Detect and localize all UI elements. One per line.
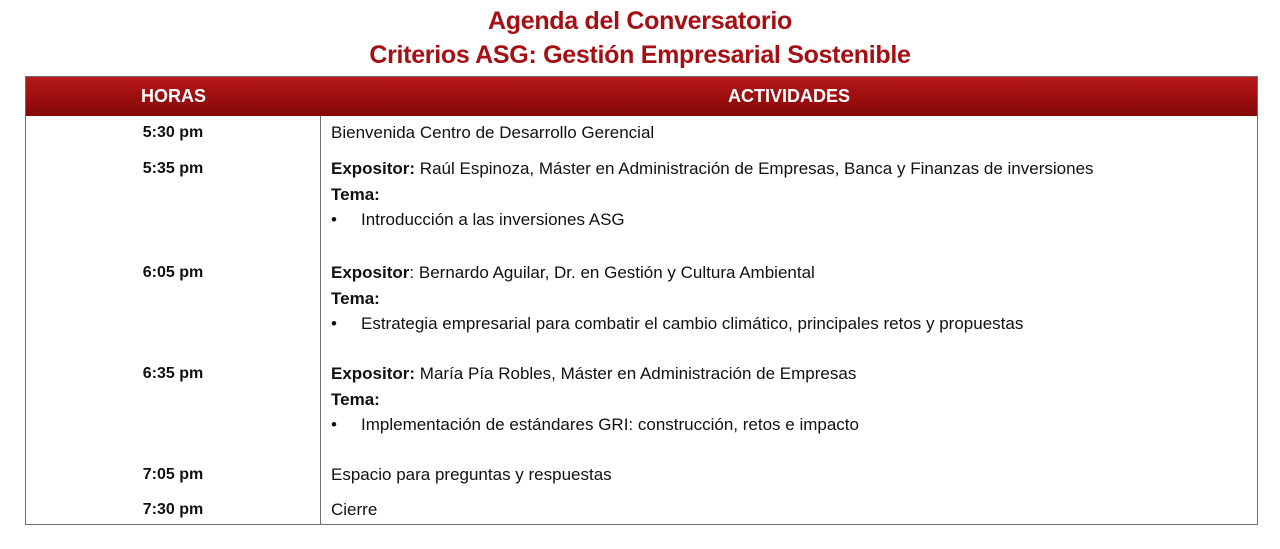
row-time: 6:05 pm: [142, 264, 204, 281]
row-activity: Cierre: [331, 500, 378, 519]
row-expositor: [331, 158, 1094, 180]
header-actividades: ACTIVIDADES: [727, 86, 850, 106]
expositor-label: Expositor:: [331, 364, 416, 383]
expositor-label: Expositor:: [331, 159, 416, 178]
header-horas: HORAS: [140, 86, 206, 106]
tema-text: Estrategia empresarial para combatir el cambio climático, principales retos y propuestas: [361, 314, 1024, 333]
bullet-icon: •: [331, 415, 337, 434]
bullet-icon: •: [331, 314, 337, 333]
column-divider: [320, 116, 321, 524]
tema-label: Tema:: [331, 289, 380, 308]
expositor-separator: :: [409, 263, 415, 282]
row-time: 6:35 pm: [142, 365, 204, 382]
expositor-name: Bernardo Aguilar, Dr. en Gestión y Cultura Ambiental: [418, 263, 815, 282]
table-header: [26, 77, 1257, 116]
row-activity: Espacio para preguntas y respuestas: [331, 465, 612, 484]
bullet-icon: •: [331, 210, 337, 229]
row-time: 5:35 pm: [142, 160, 204, 177]
expositor-label: Expositor: [331, 263, 410, 282]
tema-text: Introducción a las inversiones ASG: [361, 210, 625, 229]
agenda-title: Agenda del Conversatorio: [488, 7, 792, 35]
agenda-subtitle: Criterios ASG: Gestión Empresarial Sostenible: [369, 41, 911, 69]
row-expositor: [331, 363, 856, 385]
tema-text: Implementación de estándares GRI: construcción, retos e impacto: [361, 415, 859, 434]
row-time: 5:30 pm: [142, 124, 204, 141]
row-tema: [331, 389, 380, 411]
row-tema: [331, 288, 380, 310]
row-expositor: [331, 262, 815, 284]
expositor-name: Raúl Espinoza, Máster en Administración de Empresas, Banca y Finanzas de inversiones: [419, 159, 1094, 178]
row-time: 7:05 pm: [142, 466, 204, 483]
row-activity: Bienvenida Centro de Desarrollo Gerencial: [331, 123, 655, 142]
agenda-table: [25, 76, 1258, 525]
row-time: 7:30 pm: [142, 501, 204, 518]
tema-label: Tema:: [331, 185, 380, 204]
row-tema: [331, 184, 380, 206]
expositor-name: María Pía Robles, Máster en Administración de Empresas: [419, 364, 857, 383]
tema-label: Tema:: [331, 390, 380, 409]
